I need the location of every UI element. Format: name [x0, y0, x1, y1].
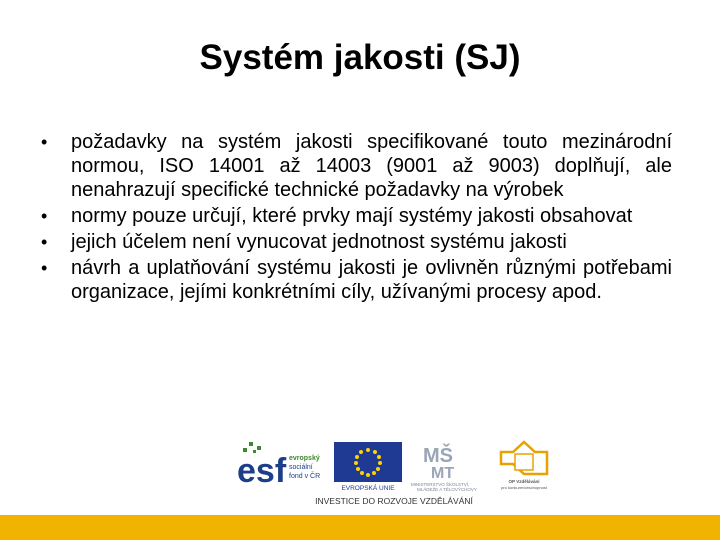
bullet-item	[40, 230, 672, 254]
op-text-1: OP Vzdělávání	[508, 479, 540, 484]
esf-text-3: fond v ČR	[289, 473, 321, 480]
bullet-dot-icon: •	[41, 132, 48, 152]
bullet-text: jejich účelem není vynucovat jednotnost systému jakosti	[71, 231, 567, 253]
slogan-text: INVESTICE DO ROZVOJE VZDĚLÁVÁNÍ	[315, 496, 473, 506]
svg-text:MŠ: MŠ	[423, 445, 453, 467]
funding-logos	[237, 440, 552, 506]
bullet-item	[40, 256, 672, 304]
svg-text:esf: esf	[237, 452, 287, 490]
bullet-text: návrh a uplatňování systému jakosti je ovlivněn různými potřebami organizace, jejími konkrétními cíly, užívanými procesy apod.	[71, 257, 672, 303]
esf-text-2: sociální	[289, 464, 313, 471]
msmt-text-2: MLÁDEŽE A TĚLOVÝCHOVY	[417, 487, 477, 492]
op-text-2: pro konkurenceschopnost	[501, 485, 547, 490]
bullet-item	[40, 204, 672, 228]
bullet-text: požadavky na systém jakosti specifikované touto mezinárodní normou, ISO 14001 až 14003 (9001 až 9003) doplňují, ale nenahrazují specifické technické požadavky na výrobek	[71, 131, 672, 201]
bullet-dot-icon: •	[41, 232, 48, 252]
svg-text:MT: MT	[431, 465, 455, 482]
msmt-text-1: MINISTERSTVO ŠKOLSTVÍ,	[411, 482, 470, 487]
esf-text-1: evropský	[289, 455, 320, 462]
bullet-list	[40, 130, 672, 306]
bullet-dot-icon: •	[41, 258, 48, 278]
bullet-dot-icon: •	[41, 206, 48, 226]
eu-flag-logo	[334, 442, 402, 492]
bullet-text: normy pouze určují, které prvky mají systémy jakosti obsahovat	[71, 205, 633, 227]
slogan-banner	[237, 494, 552, 506]
op-logo	[495, 440, 553, 492]
msmt-logo	[411, 440, 487, 492]
slide-title: Systém jakosti (SJ)	[199, 38, 521, 77]
bullet-item	[40, 130, 672, 202]
bottom-strip	[0, 515, 720, 540]
eu-text: EVROPSKÁ UNIE	[341, 485, 395, 492]
esf-logo	[237, 440, 327, 494]
